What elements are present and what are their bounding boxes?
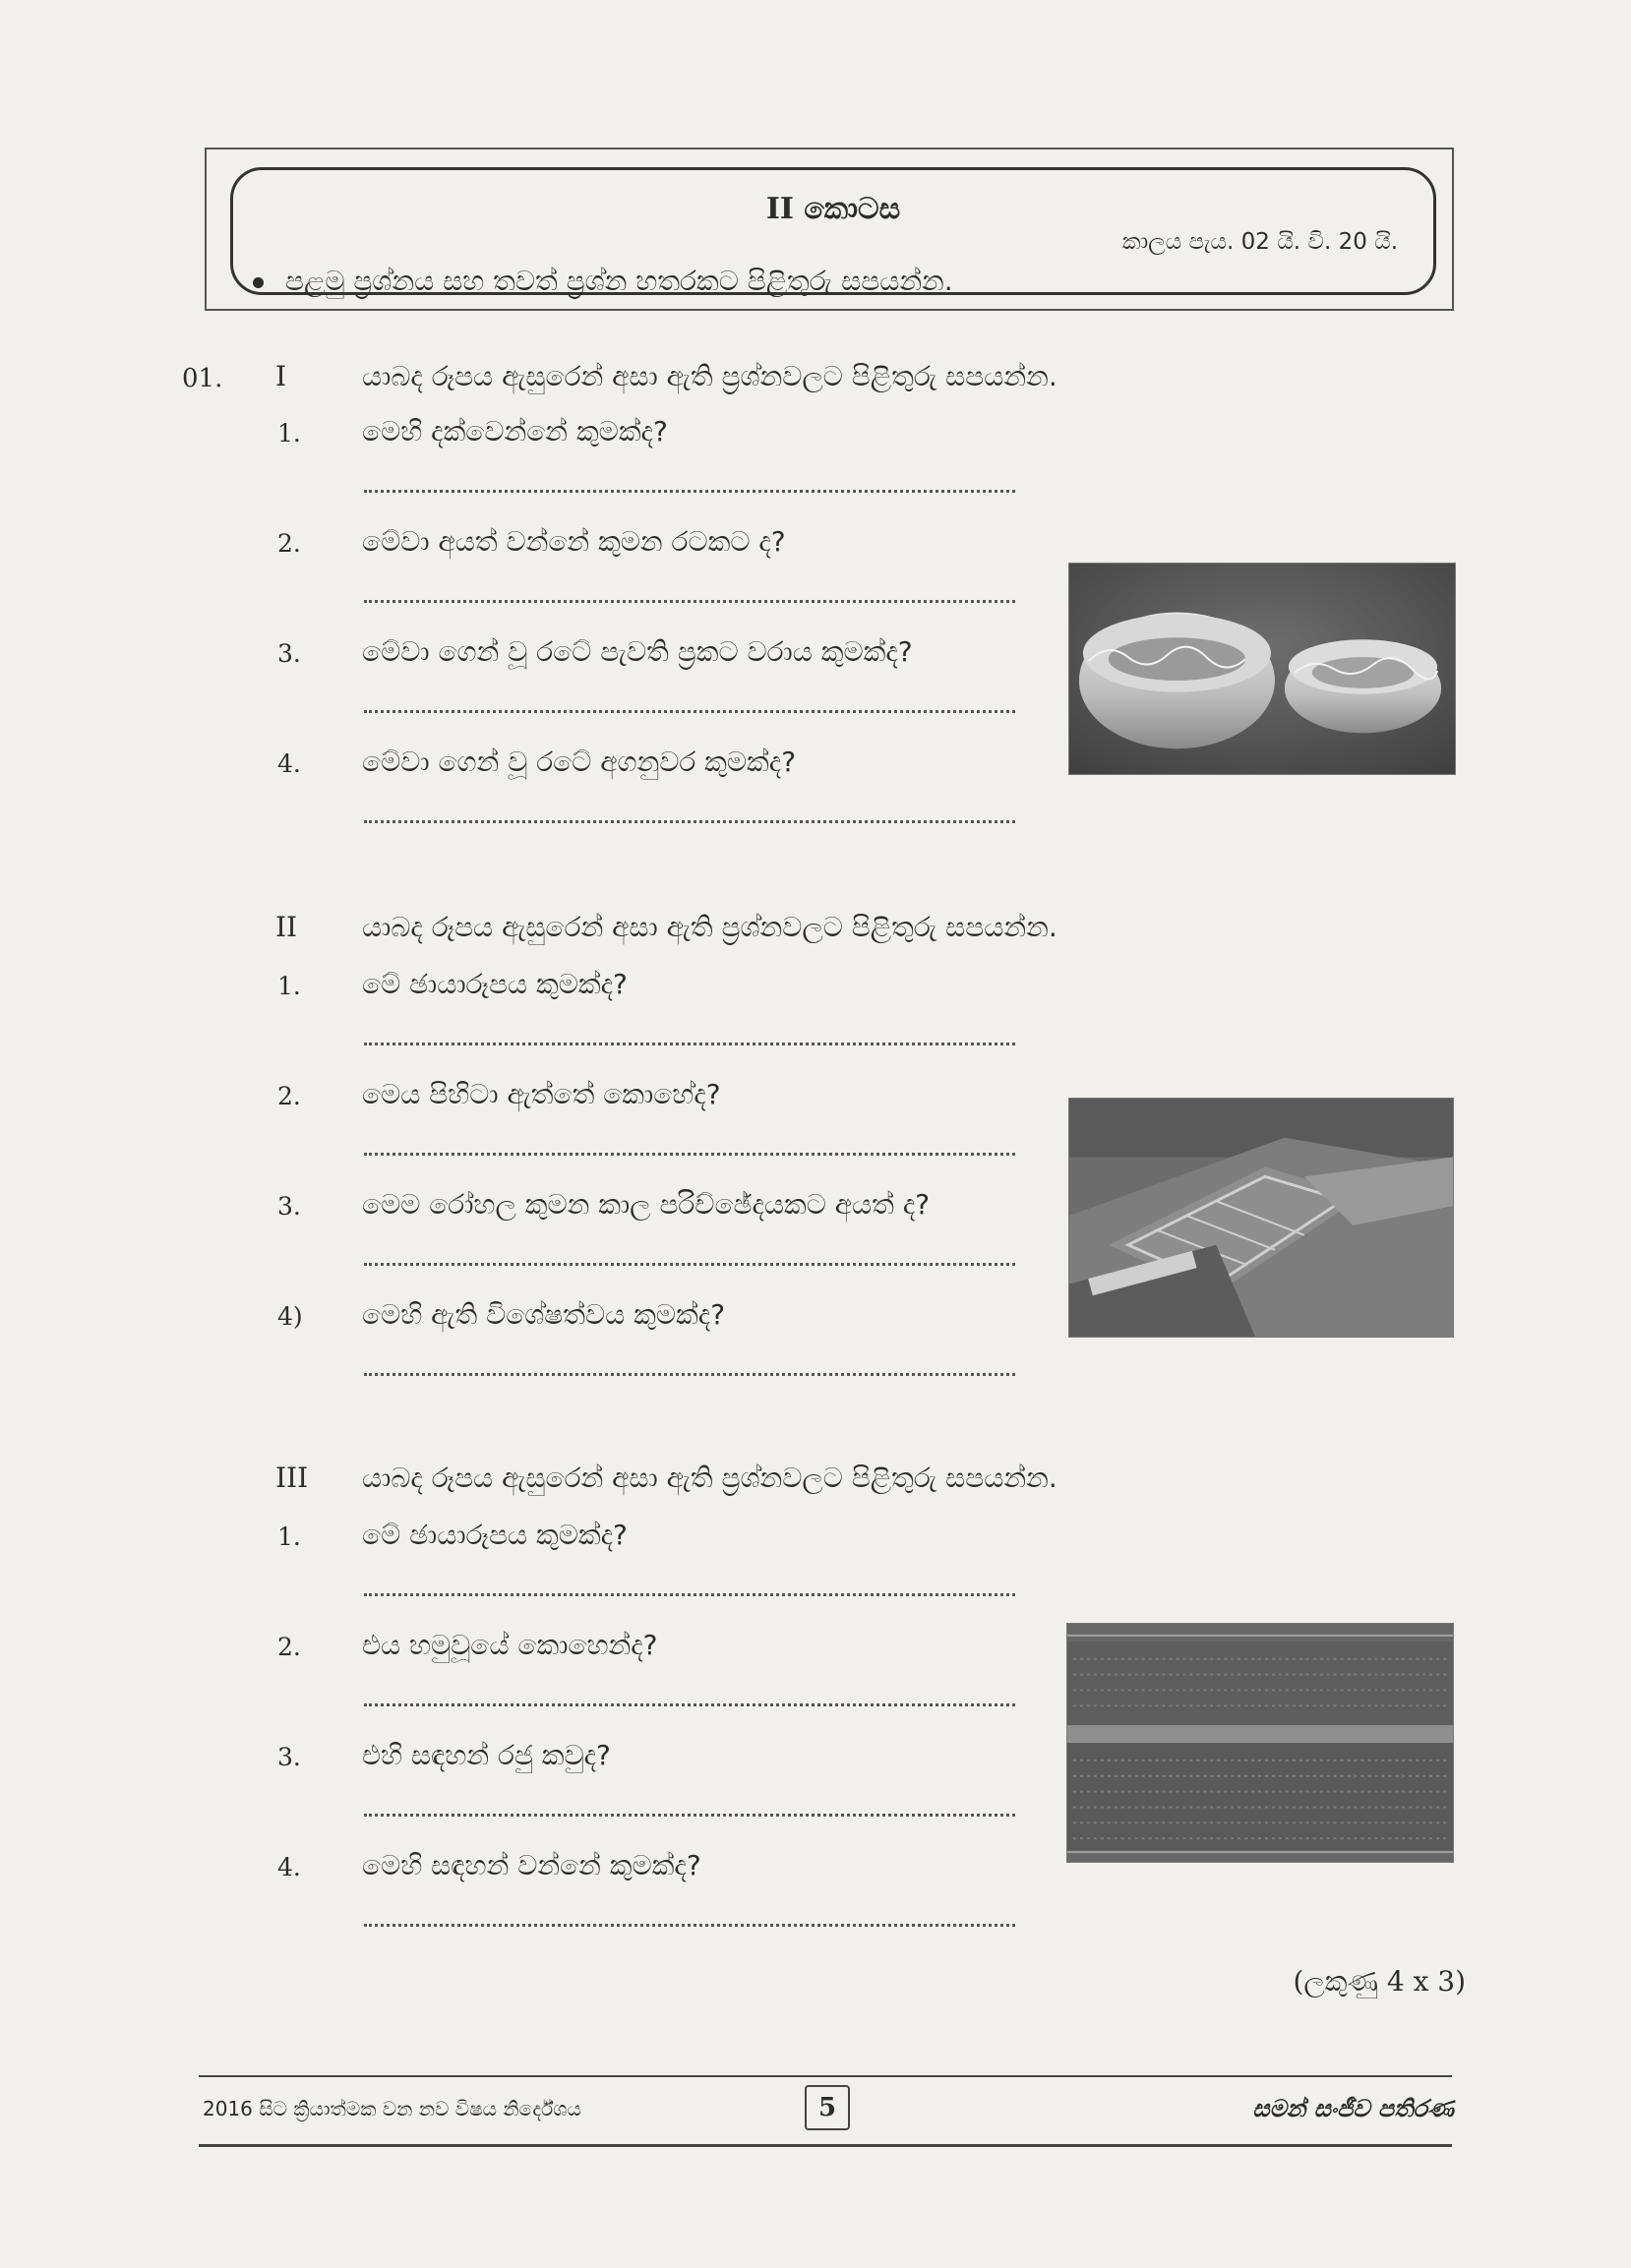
question-item-text: මෙම රෝහල කුමන කාල පරිච්ඡේදයකට අයත් ද?: [362, 1188, 931, 1221]
photo-inscription: [1066, 1623, 1454, 1863]
question-item-text: මෙහි දක්වෙන්නේ කුමක්ද?: [362, 415, 668, 448]
answer-line[interactable]: [364, 1373, 1015, 1376]
page-number: 5: [805, 2085, 850, 2130]
part-1-roman: I: [275, 360, 287, 392]
instruction-text: [253, 265, 953, 298]
part-3-roman: III: [275, 1462, 309, 1494]
question-item-number: 1.: [277, 1522, 301, 1551]
answer-line[interactable]: [364, 1263, 1015, 1266]
question-item-number: 2.: [277, 1082, 301, 1110]
answer-line[interactable]: [364, 1924, 1015, 1927]
answer-line[interactable]: [364, 490, 1015, 493]
question-item-text: මෙය පිහිටා ඇත්තේ කොහේද?: [362, 1078, 721, 1110]
section-header-box: [205, 148, 1454, 311]
question-item-text: එය හමුවූයේ කොහෙන්ද?: [362, 1629, 658, 1661]
part-3-prompt: යාබද රූපය ඇසුරෙන් අසා ඇති ප්‍රශ්නවලට පිළිතුරු සපයන්න.: [362, 1462, 1057, 1494]
question-item-number: 4.: [277, 749, 301, 778]
question-item-number: 2.: [277, 529, 301, 558]
question-item-text: මේවා අයත් වන්නේ කුමන රටකට ද?: [362, 525, 786, 558]
answer-line[interactable]: [364, 1814, 1015, 1817]
answer-line[interactable]: [364, 600, 1015, 603]
question-item-text: මේවා ගෙන් වූ රටේ අගනුවර කුමක්ද?: [362, 746, 797, 778]
footer-author: සමන් සංජීව පතිරණ: [1252, 2095, 1454, 2122]
question-item-number: 3.: [277, 639, 301, 668]
question-item-number: 1.: [277, 419, 301, 448]
question-item-text: මෙහි සඳහන් වන්නේ කුමක්ද?: [362, 1849, 701, 1881]
answer-line[interactable]: [364, 820, 1015, 823]
question-item-number: 2.: [277, 1633, 301, 1661]
answer-line[interactable]: [364, 1153, 1015, 1156]
footer-syllabus: 2016 සිට ක්‍රියාත්මක වන නව විෂය නිර්දේශය: [203, 2097, 581, 2120]
part-1-prompt: යාබද රූපය ඇසුරෙන් අසා ඇති ප්‍රශ්නවලට පිළිතුරු සපයන්න.: [362, 360, 1057, 392]
question-item-text: මේ ඡායාරූපය කුමක්ද?: [362, 968, 628, 1000]
photo-hospital-ruins: [1068, 1098, 1454, 1338]
marks-allocation: (ලකුණු 4 x 3): [1293, 1965, 1466, 1998]
bullet-icon: [253, 277, 264, 288]
question-item-number: 3.: [277, 1192, 301, 1221]
question-item-text: මෙහි ඇති විශේෂත්වය කුමක්ද?: [362, 1298, 726, 1331]
answer-line[interactable]: [364, 1043, 1015, 1045]
question-item-number: 4.: [277, 1853, 301, 1881]
question-item-text: මේවා ගෙන් වූ රටේ පැවති ප්‍රකට වරාය කුමක්ද?: [362, 635, 913, 668]
instruction-label: පළමු ප්‍රශ්නය සහ තවත් ප්‍රශ්න හතරකට පිළිතුරු සපයන්න.: [285, 265, 953, 297]
section-title: II කොටස: [765, 192, 901, 226]
footer-rule-top: [199, 2075, 1452, 2077]
duration-label: කාලය පැය. 02 යි. වි. 20 යි.: [1121, 229, 1398, 255]
footer-rule-bottom: [199, 2144, 1452, 2147]
part-2-prompt: යාබද රූපය ඇසුරෙන් අසා ඇති ප්‍රශ්නවලට පිළිතුරු සපයන්න.: [362, 911, 1057, 943]
answer-line[interactable]: [364, 710, 1015, 713]
answer-line[interactable]: [364, 1703, 1015, 1706]
question-item-number: 4): [277, 1302, 303, 1331]
inscription-illustration: [1067, 1624, 1453, 1862]
photo-porcelain-bowls: [1068, 563, 1456, 775]
answer-line[interactable]: [364, 1593, 1015, 1596]
section-header-inner: [230, 167, 1436, 295]
question-item-number: 1.: [277, 972, 301, 1000]
question-item-text: එහි සඳහන් රජු කවුද?: [362, 1739, 611, 1771]
porcelain-bowls-illustration: [1069, 564, 1455, 774]
question-number: 01.: [182, 364, 223, 393]
question-item-text: මේ ඡායාරූපය කුමක්ද?: [362, 1519, 628, 1551]
part-2-roman: II: [275, 911, 298, 943]
question-item-number: 3.: [277, 1743, 301, 1771]
hospital-ruins-illustration: [1069, 1099, 1453, 1337]
